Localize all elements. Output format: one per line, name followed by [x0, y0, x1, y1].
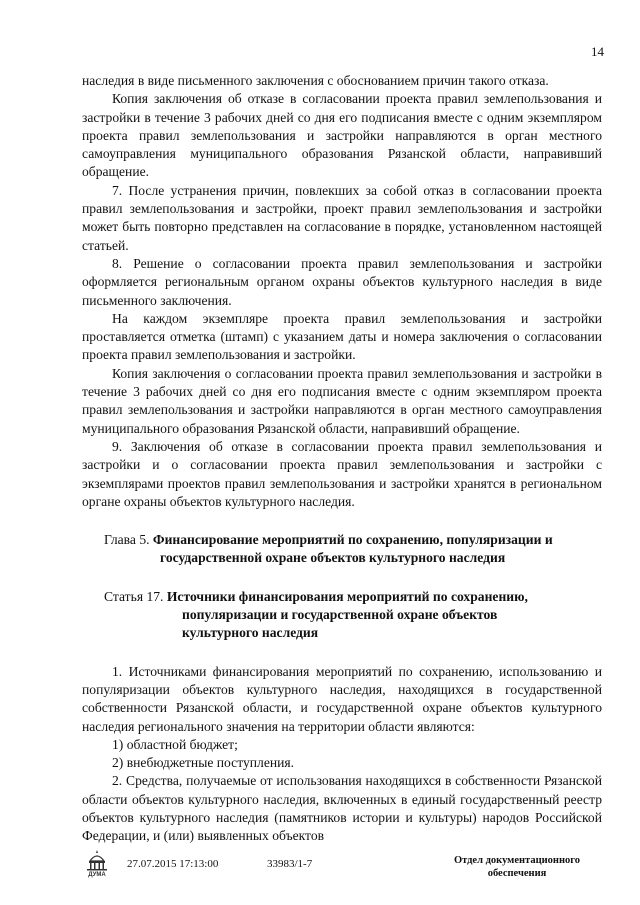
department-line1: Отдел документационного	[453, 855, 581, 866]
department-label	[437, 854, 597, 880]
paragraph: 9. Заключения об отказе в согласовании проекта правил землепользования и застройки и о согласовании проекта правил землепользования и застройки с экземплярами проектов правил землепользования и застройки хранятся в региональном органе охраны объектов культурного наследия.	[82, 438, 602, 509]
document-body	[82, 72, 602, 846]
footer	[82, 856, 602, 888]
timestamp: 27.07.2015 17:13:00	[127, 858, 219, 870]
paragraph: 2) внебюджетные поступления.	[112, 755, 295, 771]
paragraphs-top	[82, 72, 602, 511]
chapter-heading	[82, 531, 602, 568]
article-prefix: Статья 17.	[104, 588, 167, 604]
paragraph: 8. Решение о согласовании проекта правил землепользования и застройки оформляется региональным органом охраны объектов культурного наследия в виде письменного заключения.	[82, 255, 602, 308]
paragraph: 1. Источниками финансирования мероприятий по сохранению, использованию и популяризации объектов культурного наследия, находящихся в государственной собственности Рязанской области, и государственной охране объектов культурного наследия регионального значения на территории области являются:	[82, 663, 602, 734]
article-title-line1: Источники финансирования мероприятий по сохранению,	[166, 588, 528, 604]
paragraph: 1) областной бюджет;	[112, 736, 238, 752]
chapter-title-line2: государственной охране объектов культурного наследия	[160, 550, 506, 566]
duma-logo	[82, 848, 112, 878]
chapter-prefix: Глава 5.	[104, 532, 153, 548]
paragraph: 2. Средства, получаемые от использования находящихся в собственности Рязанской области объектов культурного наследия, включенных в единый государственный реестр объектов культурного наследия (памятников истории и культуры) народов Российской Федерации, и (или) выявленных объектов	[82, 773, 602, 844]
paragraph: 7. После устранения причин, повлекших за собой отказ в согласовании проекта правил землепользования и застройки, проект правил землепользования и застройки может быть повторно представлен на согласование в порядке, установленном настоящей статьей.	[82, 182, 602, 253]
logo-text: ДУМА	[88, 872, 106, 878]
chapter-title-line1: Финансирование мероприятий по сохранению, популяризации и	[152, 532, 553, 548]
article-heading	[82, 588, 602, 643]
paragraph: Копия заключения о согласовании проекта правил землепользования и застройки в течение 3 рабочих дней со дня его подписания вместе с одним экземпляром проекта правил землепользования и застройки направляются в орган местного самоуправления муниципального образования Рязанской области, направивший обращение.	[82, 365, 602, 436]
paragraphs-bottom	[82, 663, 602, 846]
paragraph: наследия в виде письменного заключения с обоснованием причин такого отказа.	[82, 73, 549, 88]
article-title-line3: культурного наследия	[182, 625, 319, 641]
page-number: 14	[591, 44, 604, 59]
department-line2: обеспечения	[487, 868, 547, 879]
article-title-line2: популяризации и государственной охране объектов	[182, 607, 498, 623]
paragraph: Копия заключения об отказе в согласовании проекта правил землепользования и застройки в течение 3 рабочих дней со дня его подписания вместе с одним экземпляром проекта правил землепользования и застройки направляются в орган местного самоуправления муниципального образования Рязанской области, направивший обращение.	[82, 91, 602, 180]
paragraph: На каждом экземпляре проекта правил землепользования и застройки проставляется отметка (штамп) с указанием даты и номера заключения о согласовании проекта правил землепользования и застройки.	[82, 310, 602, 363]
registration-number: 33983/1-7	[267, 858, 313, 870]
